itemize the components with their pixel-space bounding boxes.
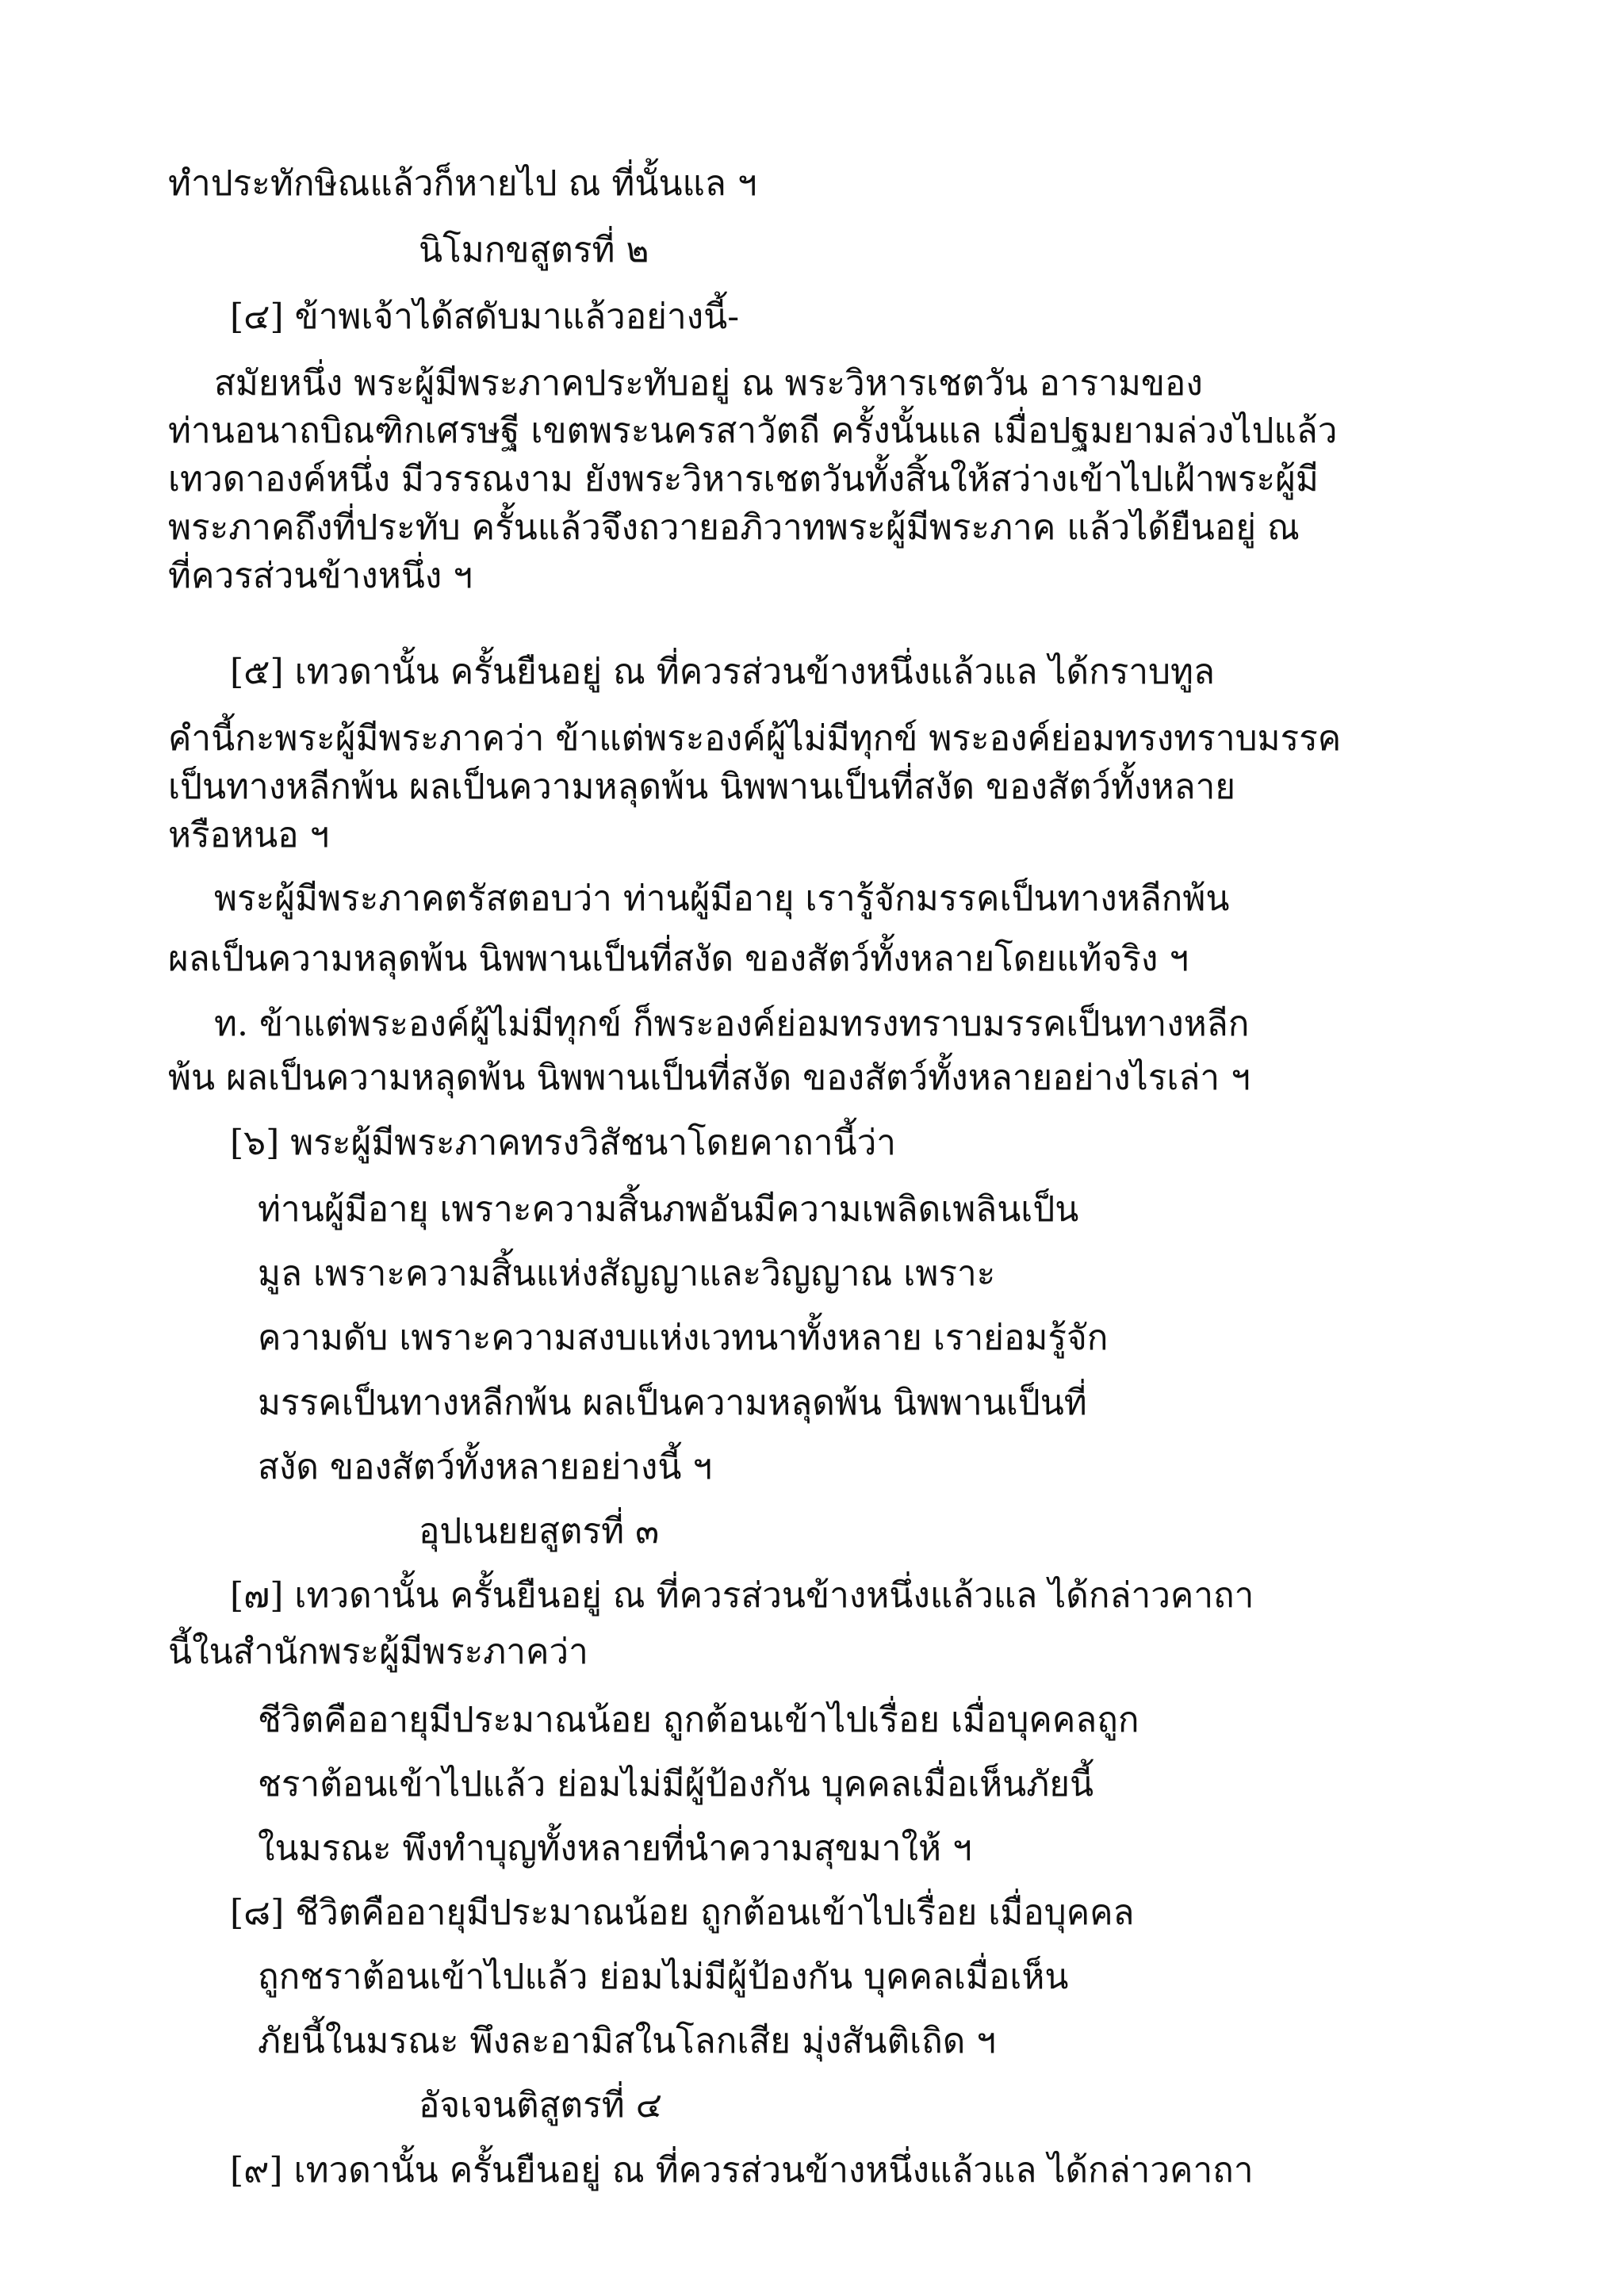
text-line: ท. ข้าแต่พระองค์ผู้ไม่มีทุกข์ ก็พระองค์ย่อมทรงทราบมรรคเป็นทางหลีก [214, 1004, 1250, 1044]
verse-line: มรรคเป็นทางหลีกพ้น ผลเป็นความหลุดพ้น นิพพานเป็นที่ [258, 1383, 1087, 1423]
numbered-paragraph: [๙] เทวดานั้น ครั้นยืนอยู่ ณ ที่ควรส่วนข้างหนึ่งแล้วแล ได้กล่าวคาถา [230, 2150, 1254, 2191]
numbered-paragraph: [๕] เทวดานั้น ครั้นยืนอยู่ ณ ที่ควรส่วนข้างหนึ่งแล้วแล ได้กราบทูล [230, 652, 1215, 692]
text-line: ผลเป็นความหลุดพ้น นิพพานเป็นที่สงัด ของสัตว์ทั้งหลายโดยแท้จริง ฯ [168, 939, 1189, 979]
verse-line: ในมรณะ พึงทำบุญทั้งหลายที่นำความสุขมาให้ ฯ [258, 1828, 972, 1869]
text-line: เป็นทางหลีกพ้น ผลเป็นความหลุดพ้น นิพพานเป็นที่สงัด ของสัตว์ทั้งหลาย [168, 767, 1236, 807]
section-title: อัจเจนติสูตรที่ ๔ [419, 2085, 663, 2126]
text-line: เทวดาองค์หนึ่ง มีวรรณงาม ยังพระวิหารเชตวันทั้งสิ้นให้สว่างเข้าไปเฝ้าพระผู้มี [168, 459, 1319, 499]
verse-line: สงัด ของสัตว์ทั้งหลายอย่างนี้ ฯ [258, 1447, 713, 1487]
section-title: อุปเนยยสูตรที่ ๓ [419, 1511, 660, 1552]
text-line: คำนี้กะพระผู้มีพระภาคว่า ข้าแต่พระองค์ผู้ไม่มีทุกข์ พระองค์ย่อมทรงทราบมรรค [168, 718, 1342, 759]
verse-line: ความดับ เพราะความสงบแห่งเวทนาทั้งหลาย เราย่อมรู้จัก [258, 1318, 1109, 1358]
text-line: ทำประทักษิณแล้วก็หายไป ณ ที่นั้นแล ฯ [168, 163, 757, 204]
text-line: นี้ในสำนักพระผู้มีพระภาคว่า [168, 1632, 588, 1672]
verse-line: ชราต้อนเข้าไปแล้ว ย่อมไม่มีผู้ป้องกัน บุคคลเมื่อเห็นภัยนี้ [258, 1764, 1094, 1804]
verse-line: ภัยนี้ในมรณะ พึงละอามิสในโลกเสีย มุ่งสันติเถิด ฯ [258, 2021, 996, 2061]
text-line: สมัยหนึ่ง พระผู้มีพระภาคประทับอยู่ ณ พระวิหารเชตวัน อารามของ [214, 363, 1203, 404]
text-line: พ้น ผลเป็นความหลุดพ้น นิพพานเป็นที่สงัด ของสัตว์ทั้งหลายอย่างไรเล่า ฯ [168, 1058, 1251, 1098]
text-line: ที่ควรส่วนข้างหนึ่ง ฯ [168, 556, 473, 596]
numbered-paragraph: [๗] เทวดานั้น ครั้นยืนอยู่ ณ ที่ควรส่วนข้างหนึ่งแล้วแล ได้กล่าวคาถา [230, 1575, 1254, 1616]
section-title: นิโมกขสูตรที่ ๒ [419, 230, 649, 270]
verse-line: มูล เพราะความสิ้นแห่งสัญญาและวิญญาณ เพราะ [258, 1253, 996, 1294]
numbered-paragraph: [๘] ชีวิตคืออายุมีประมาณน้อย ถูกต้อนเข้าไปเรื่อย เมื่อบุคคล [230, 1892, 1135, 1933]
text-line: ท่านอนาถบิณฑิกเศรษฐี เขตพระนครสาวัตถี ครั้งนั้นแล เมื่อปฐมยามล่วงไปแล้ว [168, 411, 1338, 451]
numbered-paragraph: [๔] ข้าพเจ้าได้สดับมาแล้วอย่างนี้- [230, 297, 740, 337]
text-line: หรือหนอ ฯ [168, 815, 330, 855]
text-line: พระภาคถึงที่ประทับ ครั้นแล้วจึงถวายอภิวาทพระผู้มีพระภาค แล้วได้ยืนอยู่ ณ [168, 507, 1300, 548]
verse-line: ชีวิตคืออายุมีประมาณน้อย ถูกต้อนเข้าไปเรื่อย เมื่อบุคคลถูก [258, 1700, 1139, 1740]
text-line: พระผู้มีพระภาคตรัสตอบว่า ท่านผู้มีอายุ เรารู้จักมรรคเป็นทางหลีกพ้น [214, 878, 1230, 919]
numbered-paragraph: [๖] พระผู้มีพระภาคทรงวิสัชนาโดยคาถานี้ว่า [230, 1123, 897, 1163]
verse-line: ท่านผู้มีอายุ เพราะความสิ้นภพอันมีความเพลิดเพลินเป็น [258, 1189, 1079, 1230]
verse-line: ถูกชราต้อนเข้าไปแล้ว ย่อมไม่มีผู้ป้องกัน บุคคลเมื่อเห็น [258, 1957, 1069, 1997]
